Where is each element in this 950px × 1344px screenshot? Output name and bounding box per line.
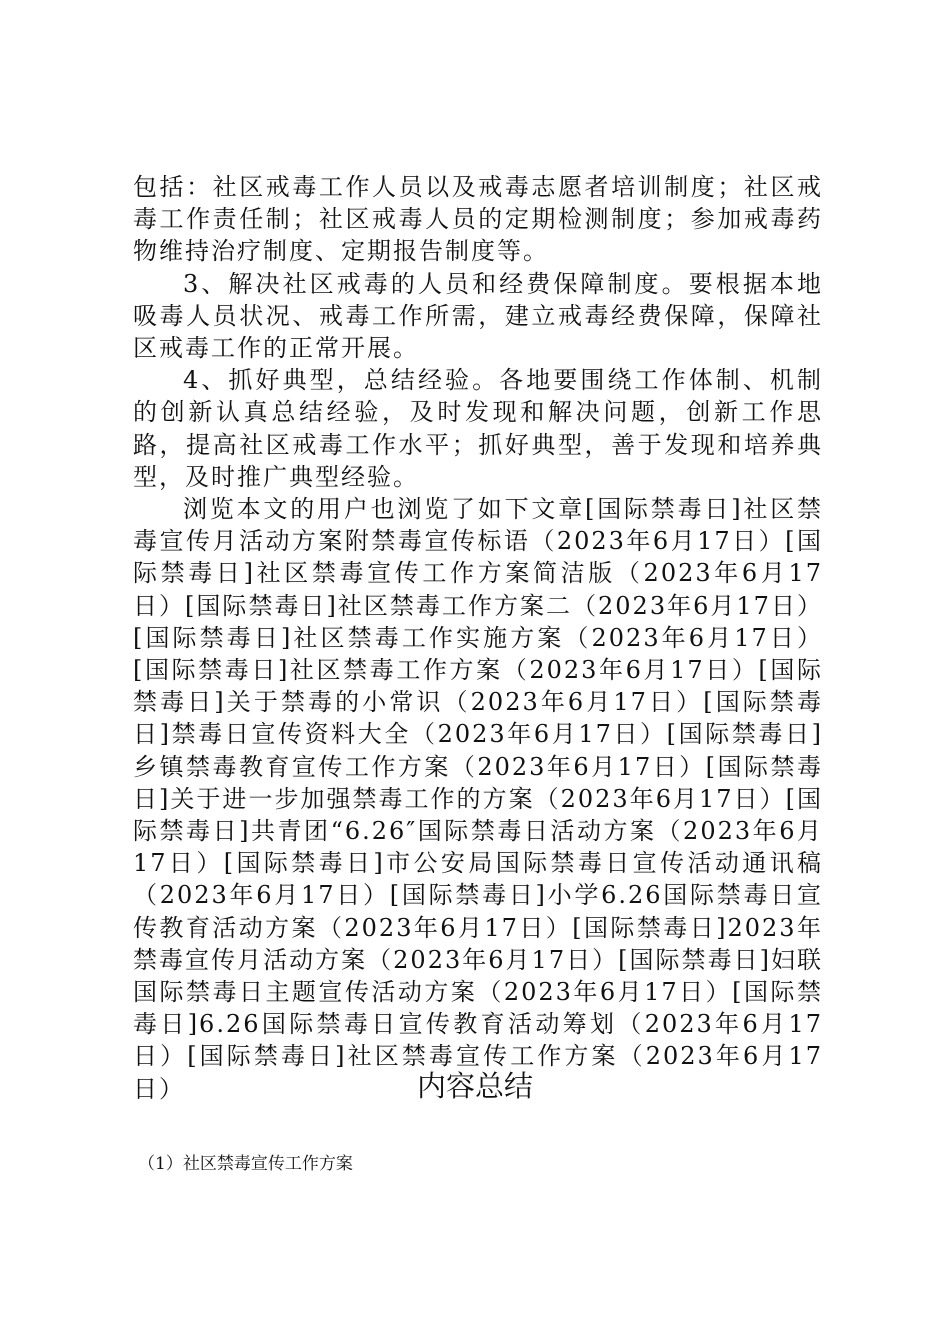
paragraph-rules: 包括：社区戒毒工作人员以及戒毒志愿者培训制度；社区戒毒工作责任制；社区戒毒人员的定期检测制度；参加戒毒药物维持治疗制度、定期报告制度等。 (133, 173, 823, 266)
paragraph-typical-experience: 4、抓好典型，总结经验。各地要围绕工作体制、机制的创新认真总结经验，及时发现和解决问题，创新工作思路，提高社区戒毒工作水平；抓好典型，善于发现和培养典型，及时推广典型经验。 (133, 366, 823, 491)
summary-item: （1）社区禁毒宣传工作方案 (138, 1154, 353, 1174)
paragraph-funding: 3、解决社区戒毒的人员和经费保障制度。要根据本地吸毒人员状况、戒毒工作所需，建立戒毒经费保障，保障社区戒毒工作的正常开展。 (133, 269, 823, 363)
document-body (133, 171, 823, 1105)
paragraph-related-articles: 浏览本文的用户也浏览了如下文章[国际禁毒日]社区禁毒宣传月活动方案附禁毒宣传标语（2023年6月17日）[国际禁毒日]社区禁毒宣传工作方案简洁版（2023年6月17日）[国际禁毒日]社区禁毒工作方案二（2023年6月17日）[国际禁毒日]社区禁毒工作实施方案（2023年6月17日）[国际禁毒日]社区禁毒工作方案（2023年6月17日）[国际禁毒日]关于禁毒的小常识（2023年6月17日）[国际禁毒日]禁毒日宣传资料大全（2023年6月17日）[国际禁毒日]乡镇禁毒教育宣传工作方案（2023年6月17日）[国际禁毒日]关于进一步加强禁毒工作的方案（2023年6月17日）[国际禁毒日]共青团“6.26″国际禁毒日活动方案（2023年6月17日）[国际禁毒日]市公安局国际禁毒日宣传活动通讯稿（2023年6月17日）[国际禁毒日]小学6.26国际禁毒日宣传教育活动方案（2023年6月17日）[国际禁毒日]2023年禁毒宣传月活动方案（2023年6月17日）[国际禁毒日]妇联国际禁毒日主题宣传活动方案（2023年6月17日）[国际禁毒日]6.26国际禁毒日宣传教育活动筹划（2023年6月17日）[国际禁毒日]社区禁毒宣传工作方案（2023年6月17日） (133, 495, 823, 1103)
summary-title: 内容总结 (416, 1069, 533, 1103)
